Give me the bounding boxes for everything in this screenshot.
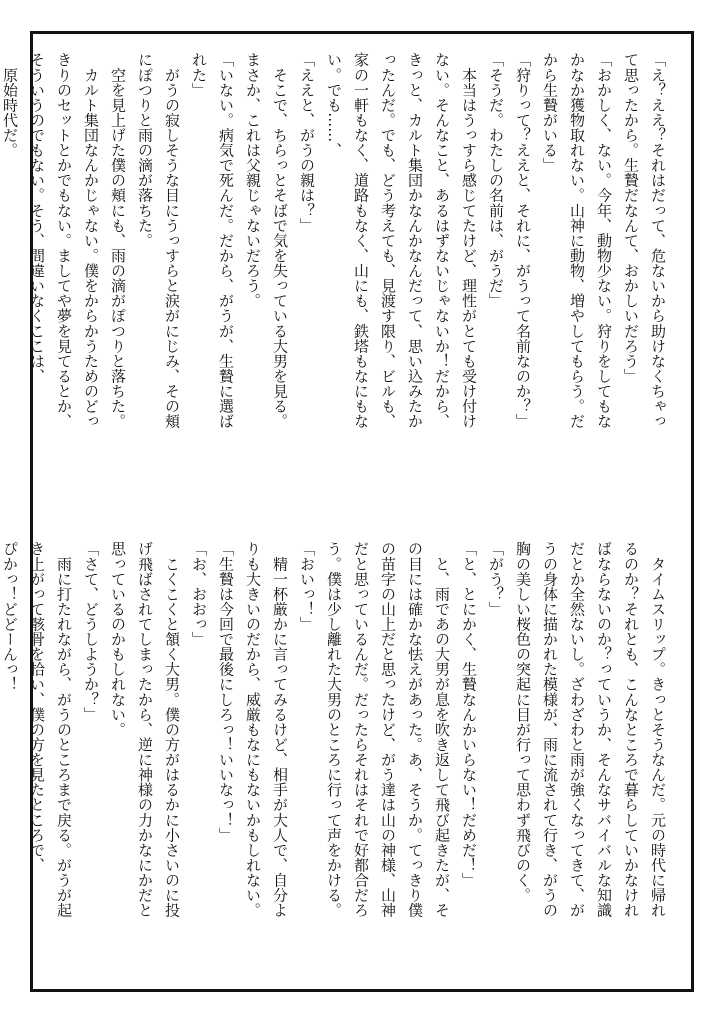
upper-line: きりのセットとかでもない。ましてや夢を見てるとか、 [55,52,73,429]
lower-line: う。僕は少し離れた大男のところに行って声をかける。 [325,541,343,918]
upper-line: まさか、これは父親じゃないだろう。 [244,52,262,309]
upper-line: そういうのでもない。そう、間違いなくここは、 [28,52,46,384]
upper-line: かなか獲物取れない。山神に動物、増やしてもらう。だ [568,52,586,429]
upper-line: 「え？ええ？それはだって、危ないから助けなくちゃっ [649,52,667,429]
lower-line: の苗字の山上だと思ったけど、がう達は山の神様、山神 [379,541,397,918]
upper-line: 本当はうっすら感じてたけど、理性がとても受け付け [460,52,478,429]
lower-line: と、雨であの大男が息を吹き返して飛び起きたが、そ [433,541,451,918]
upper-line: 「おかしく、ない。今年、動物少ない。狩りをしてもな [595,52,613,429]
lower-line: だと思っているんだ。だったらそれはそれで好都合だろ [352,541,370,918]
lower-line: 「さて、どうしようか？」 [82,541,100,722]
upper-line: 家の一軒もなく、道路もなく、山にも、鉄塔もなにもな [352,52,370,429]
upper-line: い。でも……、 [325,52,343,158]
lower-line: 思っているのかもしれない。 [109,541,127,737]
text-block-lower [1,541,671,981]
lower-line: 「と、とにかく、生贄なんかいらない！だめだ！」 [460,541,478,888]
upper-line: 原始時代だ。 [1,52,19,158]
upper-line: カルト集団なんかじゃない。僕をからかうためのどっ [82,52,100,429]
lower-line: 胸の美しい桜色の突起に目が行って思わず飛びのく。 [514,541,532,903]
upper-line: きっと、カルト集団かなんかなんだって、思い込みたか [406,52,424,429]
upper-line: て思ったから。生贄だなんて、おかしいだろう」 [622,52,640,384]
lower-line: 精一杯厳かに言ってみるけど、相手が大人で、自分よ [271,541,289,918]
lower-line: 「がう？」 [487,541,505,617]
lower-line: の目には確かな怯えがあった。あ、そうか。てっきり僕 [406,541,424,918]
page-frame [1,31,694,992]
upper-line: から生贄がいる」 [541,52,559,173]
lower-line: こくこくと頷く大男。僕の方がはるかに小さいのに投 [163,541,181,918]
upper-line: 「ええと、がうの親は？」 [298,52,316,233]
upper-line: ない。そんなこと、あるはずないじゃないか！だから、 [433,52,451,429]
lower-line: ばならないのか？っていうか、そんなサバイバルな知識 [595,541,613,918]
lower-line: 「お、おおっ」 [190,541,208,647]
lower-line: だとか全然ないし。ざわざわと雨が強くなってきて、が [568,541,586,918]
lower-line: りも大きいのだから、威厳もなにもないかもしれない。 [244,541,262,918]
upper-line: そこで、ちらっとそばで気を失っている大男を見る。 [271,52,289,429]
lower-line: き上がって骸骨を拾い、僕の方を見たところで、 [28,541,46,873]
upper-line: がうの寂しそうな目にうっすらと涙がにじみ、その頬 [163,52,181,429]
lower-line: タイムスリップ。きっとそうなんだ。元の時代に帰れ [649,541,667,918]
upper-line: にぽつりと雨の滴が落ちた。 [136,52,154,248]
lower-line: 「生贄は今回で最後にしろっ！いいなっ！」 [217,541,235,843]
upper-line: 「いない。病気で死んだ。だから、がうが、生贄に選ば [217,52,235,429]
upper-line: 空を見上げた僕の頬にも、雨の滴がぽつりと落ちた。 [109,52,127,429]
lower-line: 雨に打たれながら、がうのところまで戻る。がうが起 [55,541,73,918]
upper-line: ったんだ。でも、どう考えても、見渡す限り、ビルも、 [379,52,397,429]
lower-line: うの身体に描かれた模様が、雨に流されて行き、がうの [541,541,559,918]
lower-line: ぴかっ！どどーんっ！ [1,541,19,692]
upper-line: れた」 [190,52,208,98]
lower-line: 「おいっ！」 [298,541,316,632]
text-block-upper [1,52,671,500]
lower-line: るのか？それとも、こんなところで暮らしていかなけれ [622,541,640,918]
upper-line: 「そうだ。わたしの名前は、がうだ」 [487,52,505,309]
lower-line: げ飛ばされてしまったから、逆に神様の力かなにかだと [136,541,154,918]
upper-line: 「狩りって？ええと、それに、がうって名前なのか？」 [514,52,532,429]
